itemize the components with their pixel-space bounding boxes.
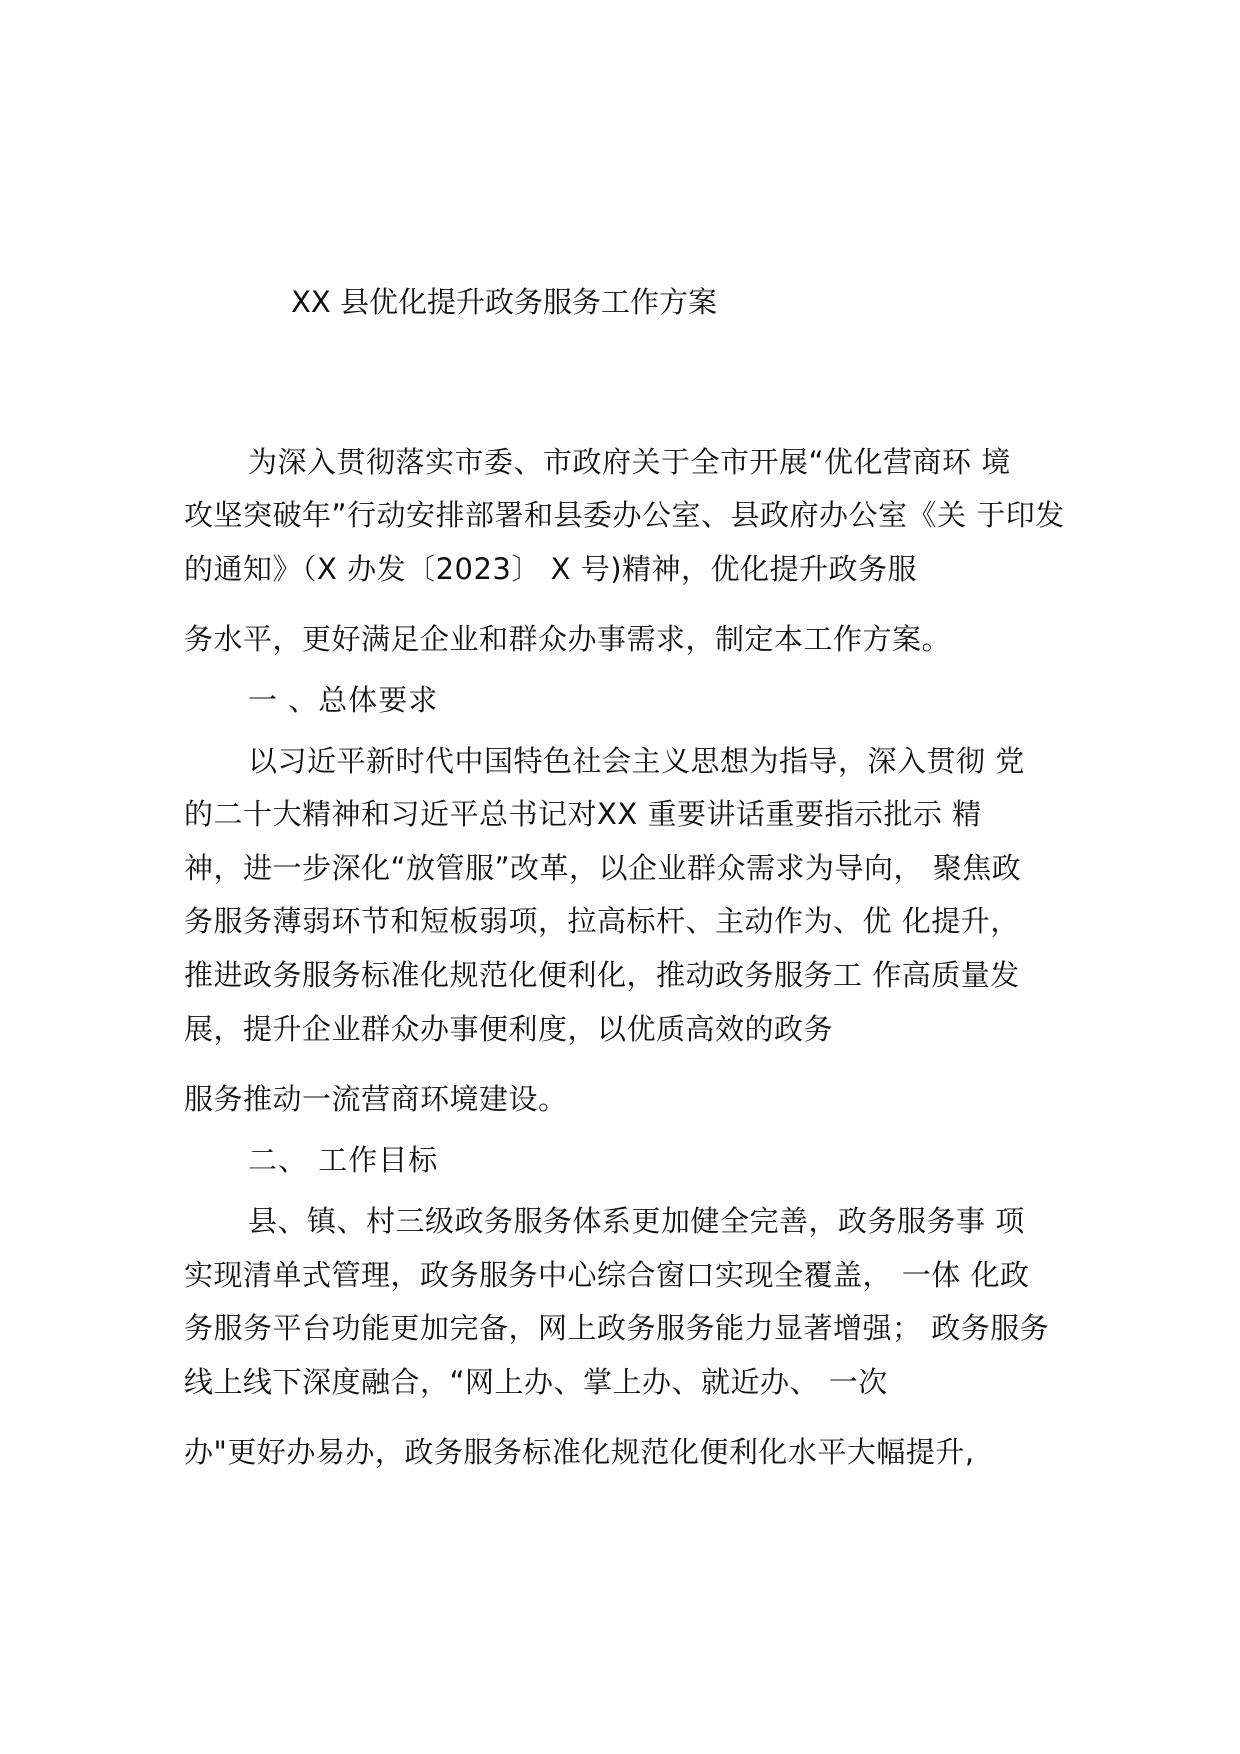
section-heading-work-goals: 二、 工作目标: [248, 1143, 439, 1177]
paragraph-intro-line-3: 的通知》（X 办发〔2023〕 X 号)精神，优化提升政务服: [184, 552, 918, 586]
paragraph-goals-line-4: 线上线下深度融合，“网上办、掌上办、就近办、 一次: [184, 1365, 888, 1399]
paragraph-goals-line-1: 县、镇、村三级政务服务体系更加健全完善，政务服务事 项: [248, 1204, 1025, 1238]
paragraph-goals-line-5: 办"更好办易办，政务服务标准化规范化便利化水平大幅提升,: [184, 1435, 975, 1469]
paragraph-requirements-line-4: 务服务薄弱环节和短板弱项，拉高标杆、主动作为、优 化提升，: [184, 904, 1020, 938]
paragraph-intro-line-2: 攻坚突破年”行动安排部署和县委办公室、县政府办公室《关 于印发: [184, 498, 1065, 532]
paragraph-intro-line-4: 务水平，更好满足企业和群众办事需求，制定本工作方案。: [184, 622, 952, 656]
paragraph-requirements-line-6: 展，提升企业群众办事便利度，以优质高效的政务: [184, 1012, 834, 1046]
paragraph-intro-line-1: 为深入贯彻落实市委、市政府关于全市开展“优化营商环 境: [248, 445, 1011, 479]
paragraph-requirements-line-7: 服务推动一流营商环境建设。: [184, 1082, 568, 1116]
section-heading-overall-requirements: 一 、总体要求: [248, 683, 439, 717]
paragraph-requirements-line-5: 推进政务服务标准化规范化便利化，推动政务服务工 作高质量发: [184, 958, 1020, 992]
document-title: XX 县优化提升政务服务工作方案: [291, 285, 717, 319]
paragraph-requirements-line-1: 以习近平新时代中国特色社会主义思想为指导，深入贯彻 党: [248, 744, 1025, 778]
paragraph-goals-line-2: 实现清单式管理，政务服务中心综合窗口实现全覆盖， 一体 化政: [184, 1258, 1030, 1292]
paragraph-requirements-line-3: 神，进一步深化“放管服”改革，以企业群众需求为导向， 聚焦政: [184, 851, 1022, 885]
paragraph-requirements-line-2: 的二十大精神和习近平总书记对XX 重要讲话重要指示批示 精: [184, 797, 982, 831]
paragraph-goals-line-3: 务服务平台功能更加完备，网上政务服务能力显著增强； 政务服务: [184, 1311, 1050, 1345]
